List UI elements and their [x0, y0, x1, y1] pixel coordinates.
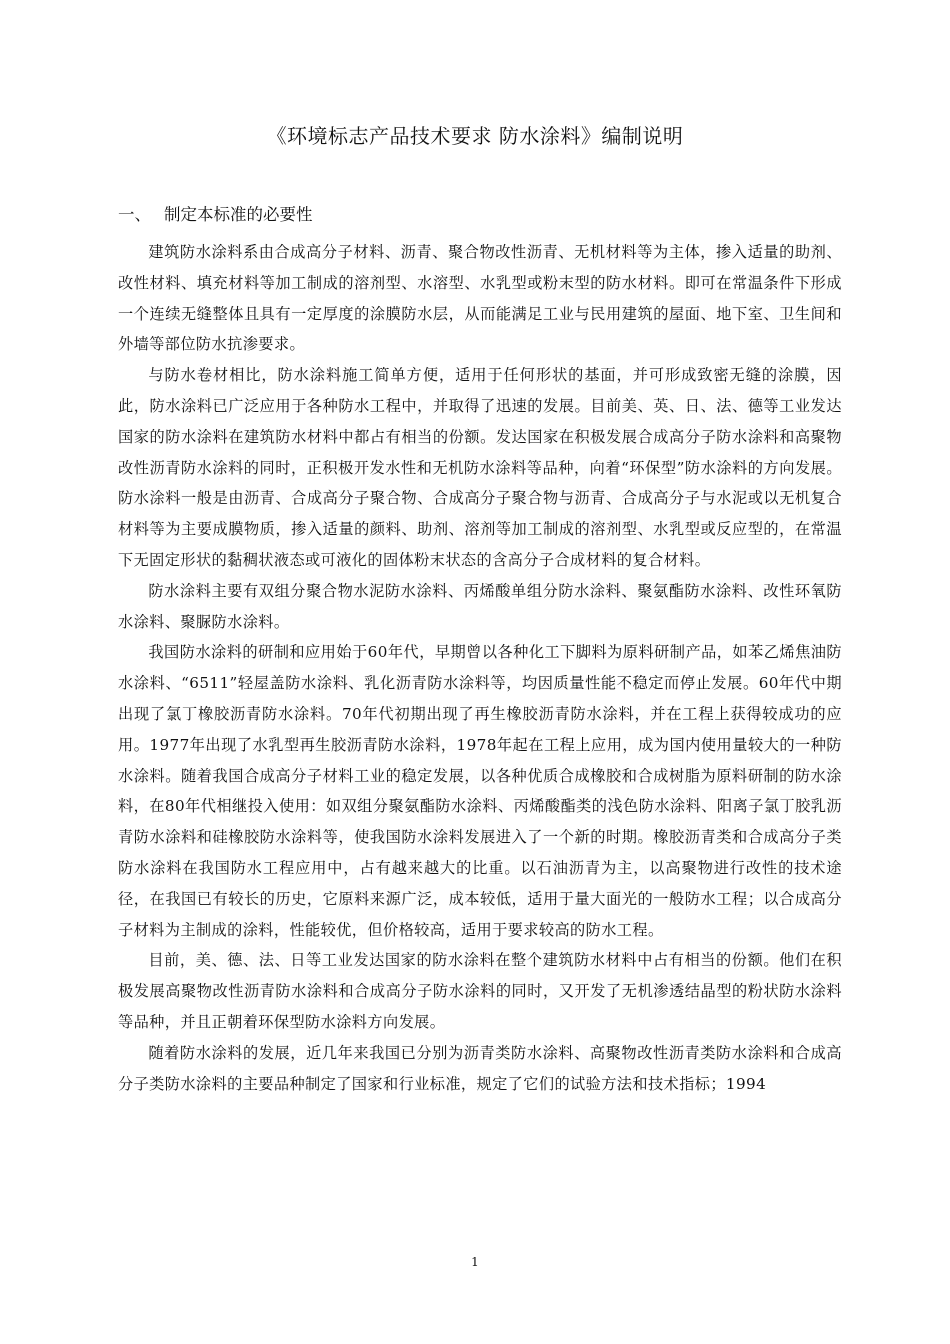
paragraph: 目前，美、德、法、日等工业发达国家的防水涂料在整个建筑防水材料中占有相当的份额。他们在积极发展高聚物改性沥青防水涂料和合成高分子防水涂料的同时，又开发了无机渗透结晶型的粉状防水涂料等品种，并且正朝着环保型防水涂料方向发展。 — [118, 951, 842, 1031]
page-number: 1 — [471, 1255, 479, 1269]
section-heading — [118, 203, 313, 227]
body-text — [118, 237, 842, 1099]
paragraph: 我国防水涂料的研制和应用始于60年代，早期曾以各种化工下脚料为原料研制产品，如苯乙烯焦油防水涂料、“6511”轻屋盖防水涂料、乳化沥青防水涂料等，均因质量性能不稳定而停止发展。60年代中期出现了氯丁橡胶沥青防水涂料。70年代初期出现了再生橡胶沥青防水涂料，并在工程上获得较成功的应用。1977年出现了水乳型再生胶沥青防水涂料，1978年起在工程上应用，成为国内使用量较大的一种防水涂料。随着我国合成高分子材料工业的稳定发展，以各种优质合成橡胶和合成树脂为原料研制的防水涂料，在80年代相继投入使用：如双组分聚氨酯防水涂料、丙烯酸酯类的浅色防水涂料、阳离子氯丁胶乳沥青防水涂料和硅橡胶防水涂料等，使我国防水涂料发展进入了一个新的时期。橡胶沥青类和合成高分子类防水涂料在我国防水工程应用中，占有越来越大的比重。以石油沥青为主，以高聚物进行改性的技术途径，在我国已有较长的历史，它原料来源广泛，成本较低，适用于量大面光的一般防水工程；以合成高分子材料为主制成的涂料，性能较优，但价格较高，适用于要求较高的防水工程。 — [118, 643, 842, 939]
paragraph: 防水涂料主要有双组分聚合物水泥防水涂料、丙烯酸单组分防水涂料、聚氨酯防水涂料、改性环氧防水涂料、聚脲防水涂料。 — [118, 581, 842, 631]
section-number: 一、 — [118, 205, 151, 224]
paragraph: 随着防水涂料的发展，近几年来我国已分别为沥青类防水涂料、高聚物改性沥青类防水涂料和合成高分子类防水涂料的主要品种制定了国家和行业标准，规定了它们的试验方法和技术指标；1994 — [118, 1043, 842, 1093]
document-title: 《环境标志产品技术要求 防水涂料》编制说明 — [266, 124, 684, 148]
paragraph: 建筑防水涂料系由合成高分子材料、沥青、聚合物改性沥青、无机材料等为主体，掺入适量的助剂、改性材料、填充材料等加工制成的溶剂型、水溶型、水乳型或粉末型的防水材料。即可在常温条件下形成一个连续无缝整体且具有一定厚度的涂膜防水层，从而能满足工业与民用建筑的屋面、地下室、卫生间和外墙等部位防水抗渗要求。 — [118, 243, 842, 354]
paragraph: 与防水卷材相比，防水涂料施工简单方便，适用于任何形状的基面，并可形成致密无缝的涂膜，因此，防水涂料已广泛应用于各种防水工程中，并取得了迅速的发展。目前美、英、日、法、德等工业发达国家的防水涂料在建筑防水材料中都占有相当的份额。发达国家在积极发展合成高分子防水涂料和高聚物改性沥青防水涂料的同时，正积极开发水性和无机防水涂料等品种，向着“环保型”防水涂料的方向发展。防水涂料一般是由沥青、合成高分子聚合物、合成高分子聚合物与沥青、合成高分子与水泥或以无机复合材料等为主要成膜物质，掺入适量的颜料、助剂、溶剂等加工制成的溶剂型、水乳型或反应型的，在常温下无固定形状的黏稠状液态或可液化的固体粉末状态的含高分子合成材料的复合材料。 — [118, 366, 842, 569]
section-heading-text: 制定本标准的必要性 — [164, 205, 313, 224]
